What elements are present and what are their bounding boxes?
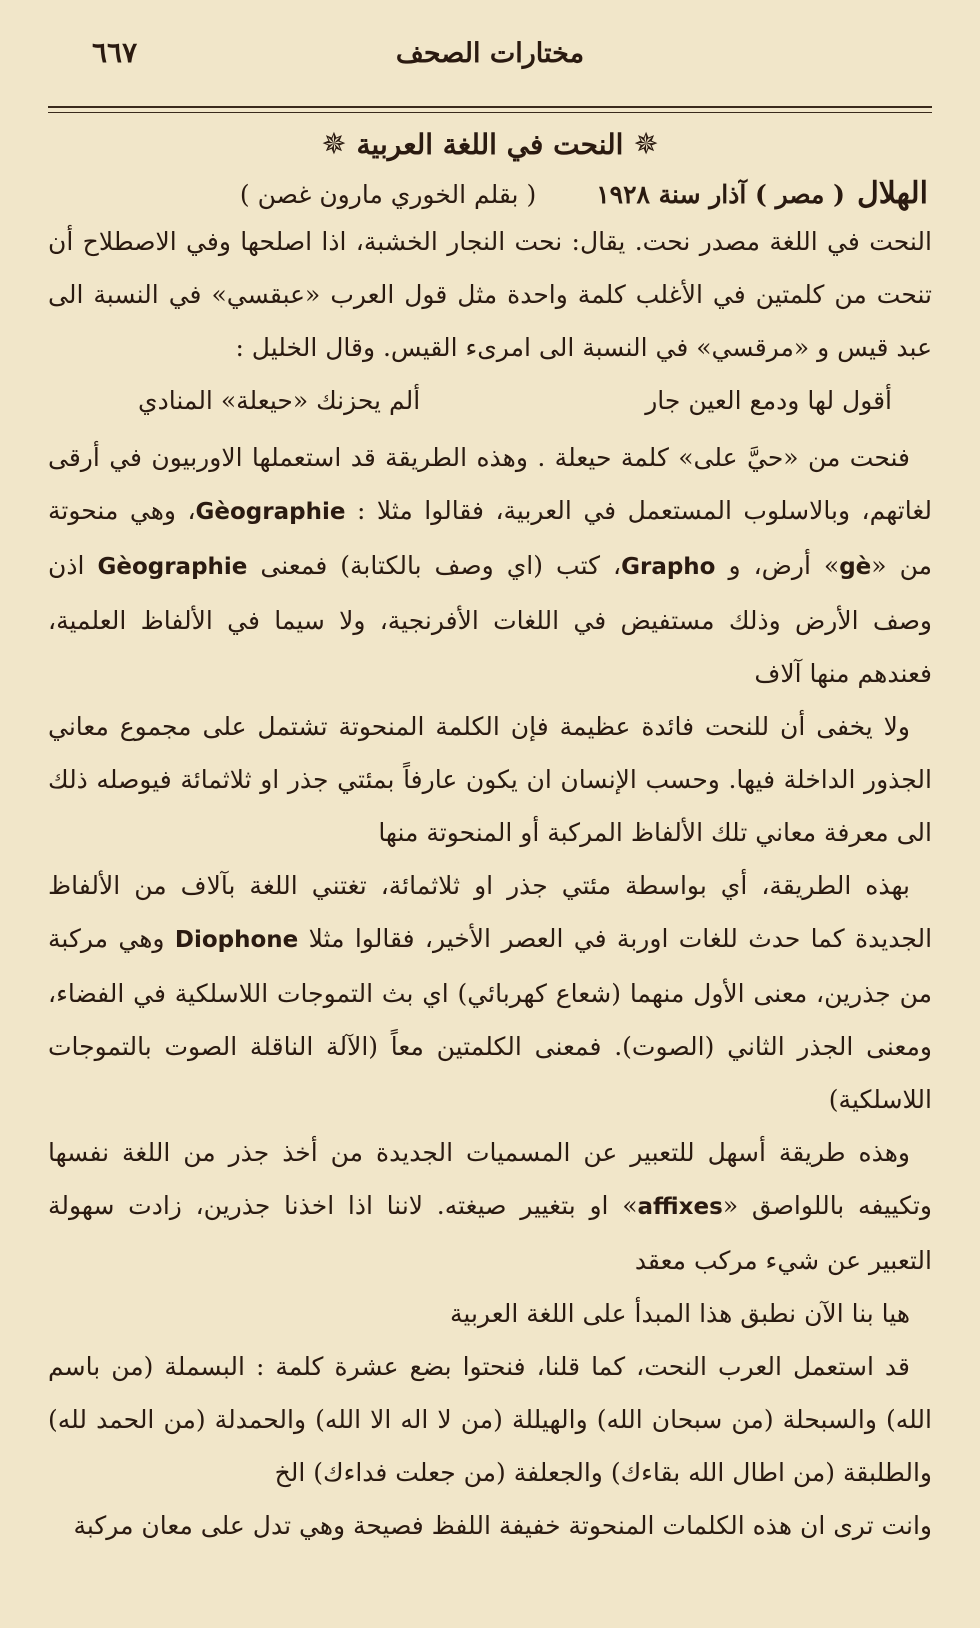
text-run: وهذه طريقة أسهل للتعبير عن المسميات الجديدة من أخذ جذر من اللغة نفسها وتكييفه باللواصق « <box>48 1138 932 1220</box>
poem-verse <box>48 374 932 427</box>
latin-term: Diophone <box>174 927 299 953</box>
verse-second-hemistich: ألم يحزنك «حيعلة» المنادي <box>138 386 421 415</box>
paragraph <box>48 431 932 700</box>
page-number: ٦٦٧ <box>92 36 138 69</box>
article-body-continued <box>48 431 932 1552</box>
verse-first-hemistich: أقول لها ودمع العين جار <box>645 386 892 415</box>
ornament-icon: ✵ <box>321 127 347 162</box>
page-header <box>48 28 932 76</box>
byline-source: الهلال <box>856 176 928 211</box>
section-title <box>48 127 932 162</box>
paragraph: هيا بنا الآن نطبق هذا المبدأ على اللغة العربية <box>450 1299 910 1328</box>
latin-term: Grapho <box>621 554 716 580</box>
text-run: فنحت من «حيَّ على» كلمة حيعلة . وهذه الطريقة قد استعملها الاوربيون في أرقى لغاتهم، وبالاسلوب المستعمل في العربية، فقالوا مثلا : <box>48 443 932 525</box>
paragraph: قد استعمل العرب النحت، كما قلنا، فنحتوا بضع عشرة كلمة : البسملة (من باسم الله) والسبحلة (من سبحان الله) والهيللة (من لا اله الا الله) والحمدلة (من الحمد لله) والطلبقة (من اطال الله بقاءك) والجعلفة (من جعلت فداءك) الخ <box>48 1352 932 1487</box>
text-run: وهي مركبة من جذرين، معنى الأول منهما (شعاع كهربائي) اي بث التموجات اللاسلكية في الفضاء، ومعنى الجذر الثاني (الصوت). فمعنى الكلمتين معاً (الآلة الناقلة الصوت بالتموجات اللاسلكية) <box>48 924 932 1114</box>
header-rule <box>48 106 932 113</box>
byline-issue: ( مصر ) آذار سنة ١٩٢٨ <box>596 180 845 209</box>
text-run: بهذه الطريقة، أي بواسطة مئتي جذر او ثلاثمائة، تغتني اللغة بآلاف من الألفاظ الجديدة كما حدث للغات اوربة في العصر الأخير، فقالوا مثلا <box>48 871 933 953</box>
text-run: » أرض، و <box>728 551 840 580</box>
latin-term: gè <box>839 554 872 580</box>
paragraph <box>48 859 932 1126</box>
paragraph: وانت ترى ان هذه الكلمات المنحوتة خفيفة اللفظ فصيحة وهي تدل على معان مركبة <box>73 1511 932 1540</box>
paragraph: النحت في اللغة مصدر نحت. يقال: نحت النجار الخشبة، اذا اصلحها وفي الاصطلاح أن تنحت من كلمتين في الأغلب كلمة واحدة مثل قول العرب «عبقسي» في النسبة الى عبد قيس و «مرقسي» في النسبة الى امرىء القيس. وقال الخليل : <box>48 227 932 362</box>
paragraph: ولا يخفى أن للنحت فائدة عظيمة فإن الكلمة المنحوتة تشتمل على مجموع معاني الجذور الداخلة فيها. وحسب الإنسان ان يكون عارفاً بمئتي جذر او ثلاثمائة فيوصله ذلك الى معرفة معاني تلك الألفاظ المركبة أو المنحوتة منها <box>48 712 932 847</box>
running-title: مختارات الصحف <box>395 38 585 69</box>
byline-author: ( بقلم الخوري مارون غصن ) <box>239 180 537 209</box>
text-run: ، كتب (اي وصف بالكتابة) فمعنى <box>260 551 622 580</box>
text-run: » او بتغيير صيغته. لاننا اذا اخذنا جذرين، زادت سهولة التعبير عن شيء مركب معقد <box>48 1191 932 1275</box>
latin-term: Gèographie <box>195 499 346 525</box>
text-run: ، وهي منحوتة من « <box>48 496 933 580</box>
byline <box>48 176 932 211</box>
latin-term: Gèographie <box>97 554 248 580</box>
ornament-icon: ✵ <box>633 127 659 162</box>
latin-term: affixes <box>637 1194 723 1220</box>
section-title-text: النحت في اللغة العربية <box>356 128 624 161</box>
text-run: اذن وصف الأرض وذلك مستفيض في اللغات الأفرنجية، ولا سيما في الألفاظ العلمية، فعندهم منها آلاف <box>48 551 932 688</box>
paragraph <box>48 1126 932 1287</box>
article-body <box>48 215 932 374</box>
